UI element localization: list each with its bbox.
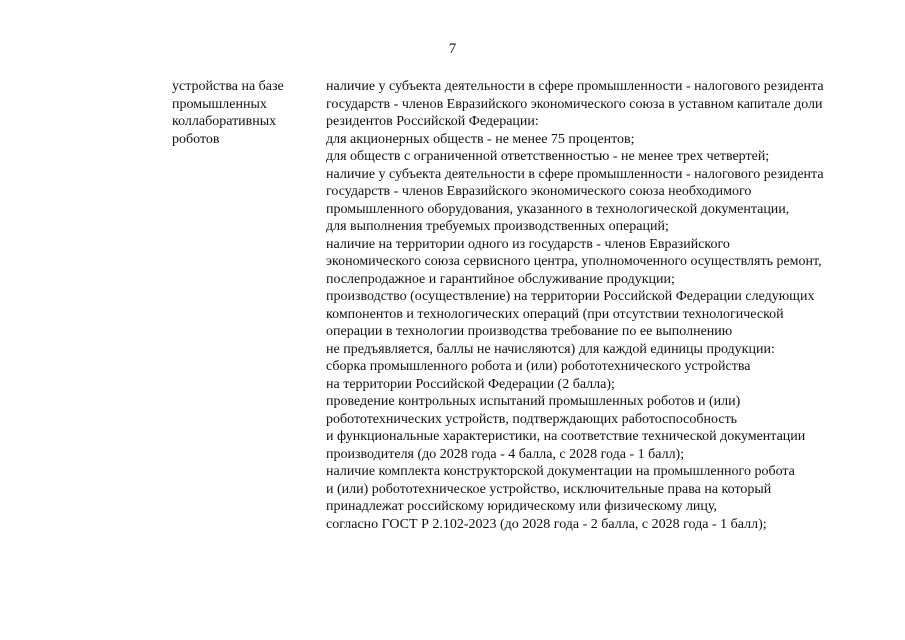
requirement-line: сборка промышленного робота и (или) робототехнического устройства xyxy=(326,359,751,374)
requirement-line: на территории Российской Федерации (2 балла); xyxy=(326,376,615,392)
requirement-line: для выполнения требуемых производственных операций; xyxy=(326,219,669,234)
requirement-line: промышленного оборудования, указанного в технологической документации, xyxy=(326,201,790,217)
product-name-column xyxy=(172,78,317,148)
requirement-line: государств - членов Евразийского экономического союза в уставном капитале доли xyxy=(326,96,823,112)
requirement-line: согласно ГОСТ Р 2.102-2023 (до 2028 года - 2 балла, с 2028 года - 1 балл); xyxy=(326,516,767,532)
page-number: 7 xyxy=(448,41,457,57)
product-name-line: промышленных xyxy=(172,96,267,112)
requirement-line: для акционерных обществ - не менее 75 процентов; xyxy=(326,131,635,147)
product-name-line: устройства на базе xyxy=(172,79,284,94)
requirement-line: проведение контрольных испытаний промышленных роботов и (или) xyxy=(326,394,741,409)
requirement-line: производителя (до 2028 года - 4 балла, с 2028 года - 1 балл); xyxy=(326,446,685,462)
requirement-line: послепродажное и гарантийное обслуживание продукции; xyxy=(326,271,675,287)
requirements-column xyxy=(326,78,886,533)
requirement-line: компонентов и технологических операций (при отсутствии технологической xyxy=(326,306,784,322)
product-name-line: роботов xyxy=(172,131,220,147)
requirement-line: резидентов Российской Федерации: xyxy=(326,114,539,129)
requirement-line: принадлежат российскому юридическому или физическому лицу, xyxy=(326,499,718,514)
requirement-line: наличие на территории одного из государств - членов Евразийского xyxy=(326,236,730,252)
requirement-line: наличие комплекта конструкторской документации на промышленного робота xyxy=(326,464,795,479)
product-name-line: коллаборативных xyxy=(172,114,277,129)
requirement-line: для обществ с ограниченной ответственностью - не менее трех четвертей; xyxy=(326,149,770,164)
requirement-line: и (или) робототехническое устройство, исключительные права на который xyxy=(326,481,772,497)
requirement-line: операции в технологии производства требование по ее выполнению xyxy=(326,324,733,339)
requirement-line: экономического союза сервисного центра, уполномоченного осуществлять ремонт, xyxy=(326,254,822,269)
requirement-line: и функциональные характеристики, на соответствие технической документации xyxy=(326,429,806,444)
requirement-line: государств - членов Евразийского экономического союза необходимого xyxy=(326,184,752,199)
requirement-line: не предъявляется, баллы не начисляются) для каждой единицы продукции: xyxy=(326,341,775,357)
requirement-line: производство (осуществление) на территории Российской Федерации следующих xyxy=(326,289,815,304)
requirement-line: наличие у субъекта деятельности в сфере промышленности - налогового резидента xyxy=(326,166,824,182)
requirement-line: наличие у субъекта деятельности в сфере промышленности - налогового резидента xyxy=(326,79,824,94)
requirement-line: робототехнических устройств, подтверждающих работоспособность xyxy=(326,411,738,427)
